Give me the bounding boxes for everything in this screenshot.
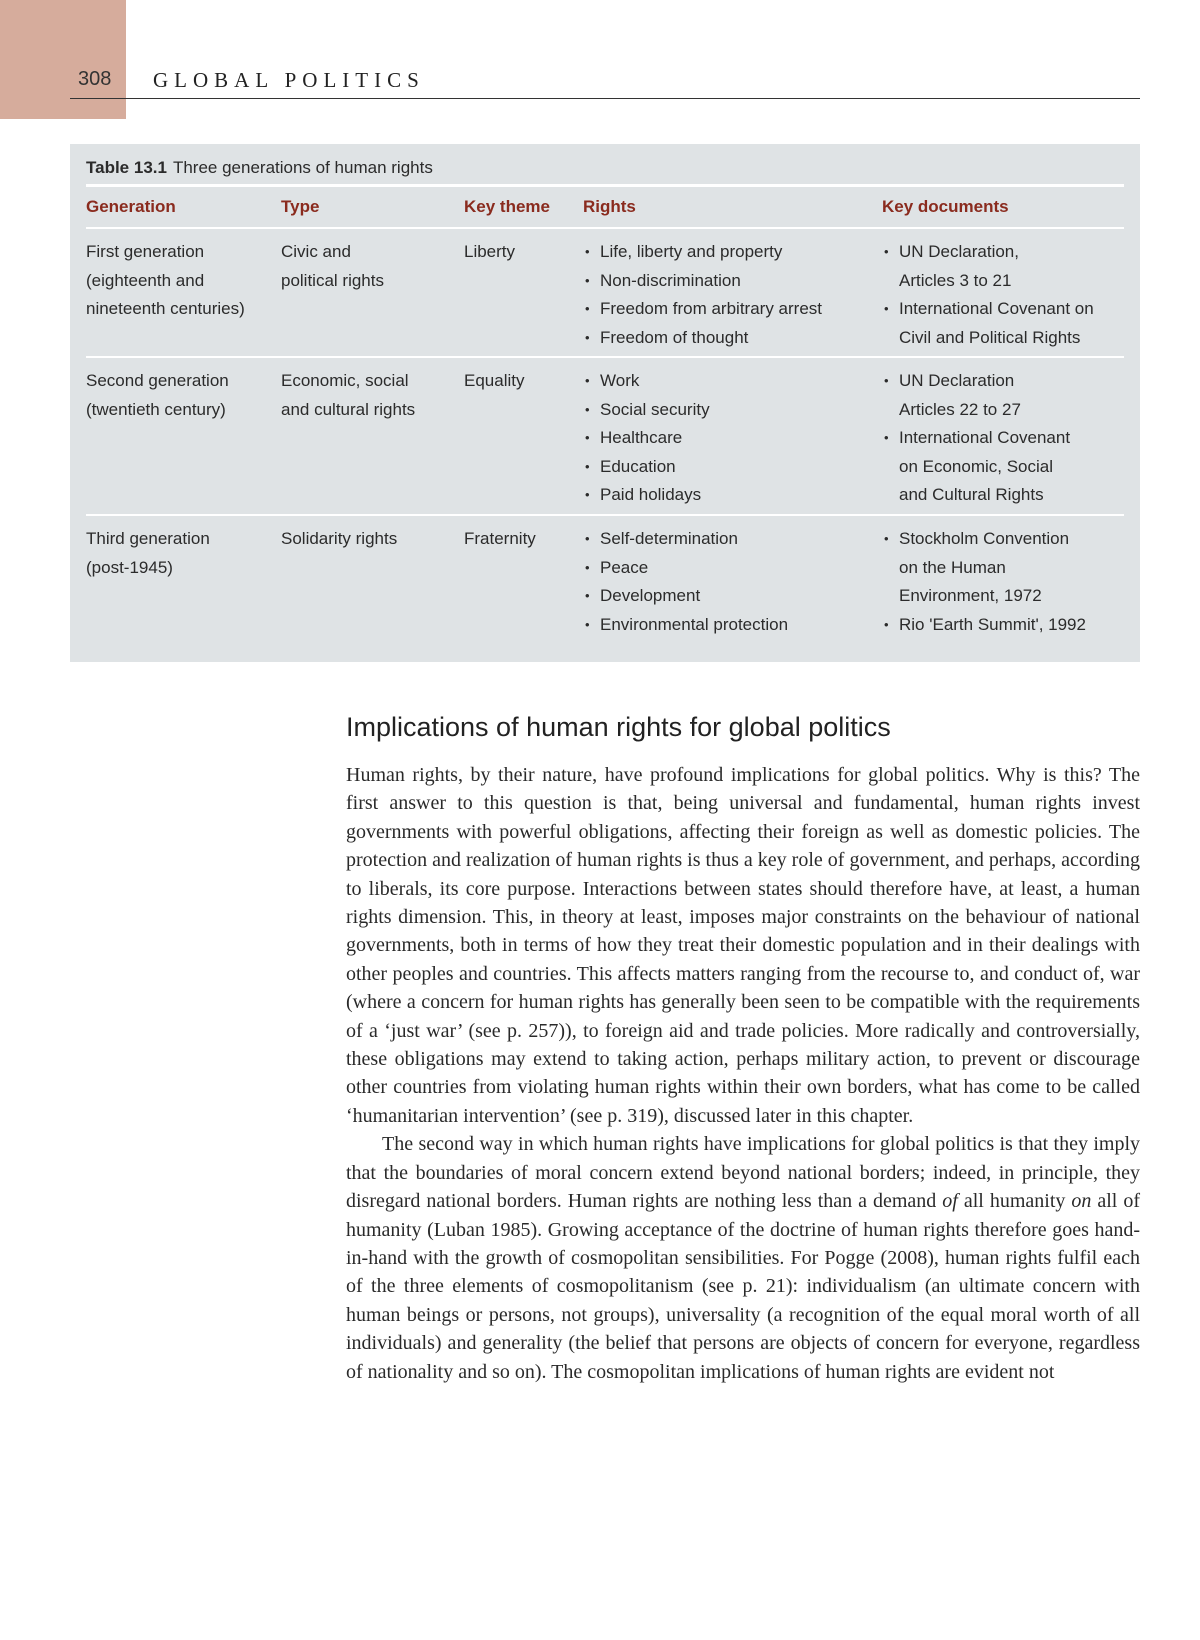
cell-type <box>281 367 464 514</box>
document-line: • UN Declaration <box>899 371 1015 390</box>
cell-rights <box>583 367 882 514</box>
paragraph-text: all of humanity (Luban 1985). Growing acceptance of the doctrine of human rights therefore goes hand-in-hand with the growth of cosmopolitan sensibilities. For Pogge (2008), human rights fulfil each of the three elements of cosmopolitanism (see p. 21): individualism (an ultimate concern with human beings or persons, not groups), universality (a recognition of the equal moral worth of all individuals) and generality (the belief that persons are objects of concern for everyone, regardless of nationality and so on). The cosmopolitan implications of human rights are evident not <box>346 1190 1141 1383</box>
rights-item: • Life, liberty and property <box>583 238 882 267</box>
cell-type <box>281 238 464 356</box>
document-line: • International Covenant on <box>899 299 1094 318</box>
cell-line: First generation <box>86 242 205 261</box>
cell-generation <box>86 238 281 356</box>
cell-line: Solidarity rights <box>281 529 398 548</box>
document-line: • International Covenant <box>899 428 1071 447</box>
cell-line: and cultural rights <box>281 399 416 419</box>
cell-rights <box>583 238 882 356</box>
document-item <box>882 424 1124 510</box>
corner-tab <box>0 0 126 119</box>
rights-item: • Paid holidays <box>583 481 882 510</box>
table-caption-label: Table 13.1 <box>86 158 167 177</box>
document-item <box>882 295 1124 352</box>
rights-table <box>70 144 1140 662</box>
page-number: 308 <box>78 68 112 90</box>
paragraph-text: The second way in which human rights have implications for global politics is that they imply that the boundaries of moral concern extend beyond national borders; indeed, in principle, they disregard national borders. Human rights are nothing less than a demand <box>346 1133 1140 1213</box>
column-header-key-theme: Key theme <box>464 197 550 216</box>
document-item <box>882 367 1124 424</box>
document-line: Articles 22 to 27 <box>899 399 1021 419</box>
cell-key-documents <box>882 525 1124 655</box>
table-row <box>86 516 1124 655</box>
document-line: Articles 3 to 21 <box>899 270 1012 290</box>
cell-line: (twentieth century) <box>86 399 226 419</box>
table-caption <box>86 154 1124 184</box>
emphasis-text: on <box>1071 1190 1092 1213</box>
table-row <box>86 229 1124 356</box>
rights-item: • Non-discrimination <box>583 267 882 296</box>
cell-line: nineteenth centuries) <box>86 299 245 318</box>
rights-item: • Peace <box>583 554 882 583</box>
column-header-type: Type <box>281 197 320 216</box>
document-line: • Rio 'Earth Summit', 1992 <box>899 614 1086 634</box>
cell-key-theme: Fraternity <box>464 529 536 548</box>
body-text <box>346 761 1140 1386</box>
cell-line: Second generation <box>86 371 229 390</box>
cell-line: political rights <box>281 270 384 290</box>
document-line: on Economic, Social <box>899 456 1054 476</box>
cell-key-theme: Equality <box>464 371 525 390</box>
document-line: Civil and Political Rights <box>899 327 1081 347</box>
cell-key-documents <box>882 238 1124 356</box>
cell-type <box>281 525 464 655</box>
section-heading: Implications of human rights for global politics <box>346 712 891 742</box>
rights-item: • Development <box>583 582 882 611</box>
rights-item: • Education <box>583 453 882 482</box>
running-head: GLOBAL POLITICS <box>153 68 425 92</box>
cell-line: Economic, social <box>281 371 409 390</box>
cell-generation <box>86 525 281 655</box>
document-line: Environment, 1972 <box>899 586 1042 605</box>
paragraph-text: all humanity <box>957 1190 1072 1213</box>
cell-rights <box>583 525 882 655</box>
rights-item: • Work <box>583 367 882 396</box>
cell-line: Civic and <box>281 242 351 261</box>
column-header-generation: Generation <box>86 197 176 216</box>
document-item <box>882 238 1124 295</box>
column-header-rights: Rights <box>583 197 636 216</box>
table-caption-text: Three generations of human rights <box>172 158 433 177</box>
cell-line: (eighteenth and <box>86 270 205 290</box>
cell-line: Third generation <box>86 529 210 548</box>
document-item <box>882 611 1124 640</box>
rights-item: • Social security <box>583 396 882 425</box>
cell-generation <box>86 367 281 514</box>
document-line: • UN Declaration, <box>899 242 1019 261</box>
rights-item: • Self-determination <box>583 525 882 554</box>
document-line: • Stockholm Convention <box>899 529 1070 548</box>
document-item <box>882 525 1124 611</box>
paragraph: Human rights, by their nature, have profound implications for global politics. Why is this? The first answer to this question is that, being universal and fundamental, human rights invest governments with powerful obligations, affecting their foreign as well as domestic policies. The protection and realization of human rights is thus a key role of government, and perhaps, according to liberals, its core purpose. Interactions between states should therefore have, at least, a human rights dimension. This, in theory at least, imposes major constraints on the behaviour of national governments, both in terms of how they treat their domestic population and in their dealings with other peoples and countries. This affects matters ranging from the recourse to, and conduct of, war (where a concern for human rights has generally been seen to be compatible with the requirements of a ‘just war’ (see p. 257)), to foreign aid and trade policies. More radically and controversially, these obligations may extend to taking action, perhaps military action, to prevent or discourage other countries from violating human rights within their own borders, what has come to be called ‘humanitarian intervention’ (see p. 319), discussed later in this chapter. <box>346 764 1140 1127</box>
cell-key-theme: Liberty <box>464 242 516 261</box>
document-line: on the Human <box>899 557 1006 577</box>
table-header-row <box>86 187 1124 227</box>
paragraph <box>346 1130 1140 1386</box>
rights-item: • Freedom from arbitrary arrest <box>583 295 882 324</box>
table-row <box>86 358 1124 514</box>
rights-item: • Freedom of thought <box>583 324 882 353</box>
header-rule <box>70 98 1140 99</box>
rights-item: • Environmental protection <box>583 611 882 640</box>
column-header-key-documents: Key documents <box>882 197 1009 216</box>
document-line: and Cultural Rights <box>899 485 1044 504</box>
emphasis-text: of <box>942 1190 958 1213</box>
cell-key-documents <box>882 367 1124 514</box>
cell-line: (post-1945) <box>86 557 173 577</box>
rights-item: • Healthcare <box>583 424 882 453</box>
